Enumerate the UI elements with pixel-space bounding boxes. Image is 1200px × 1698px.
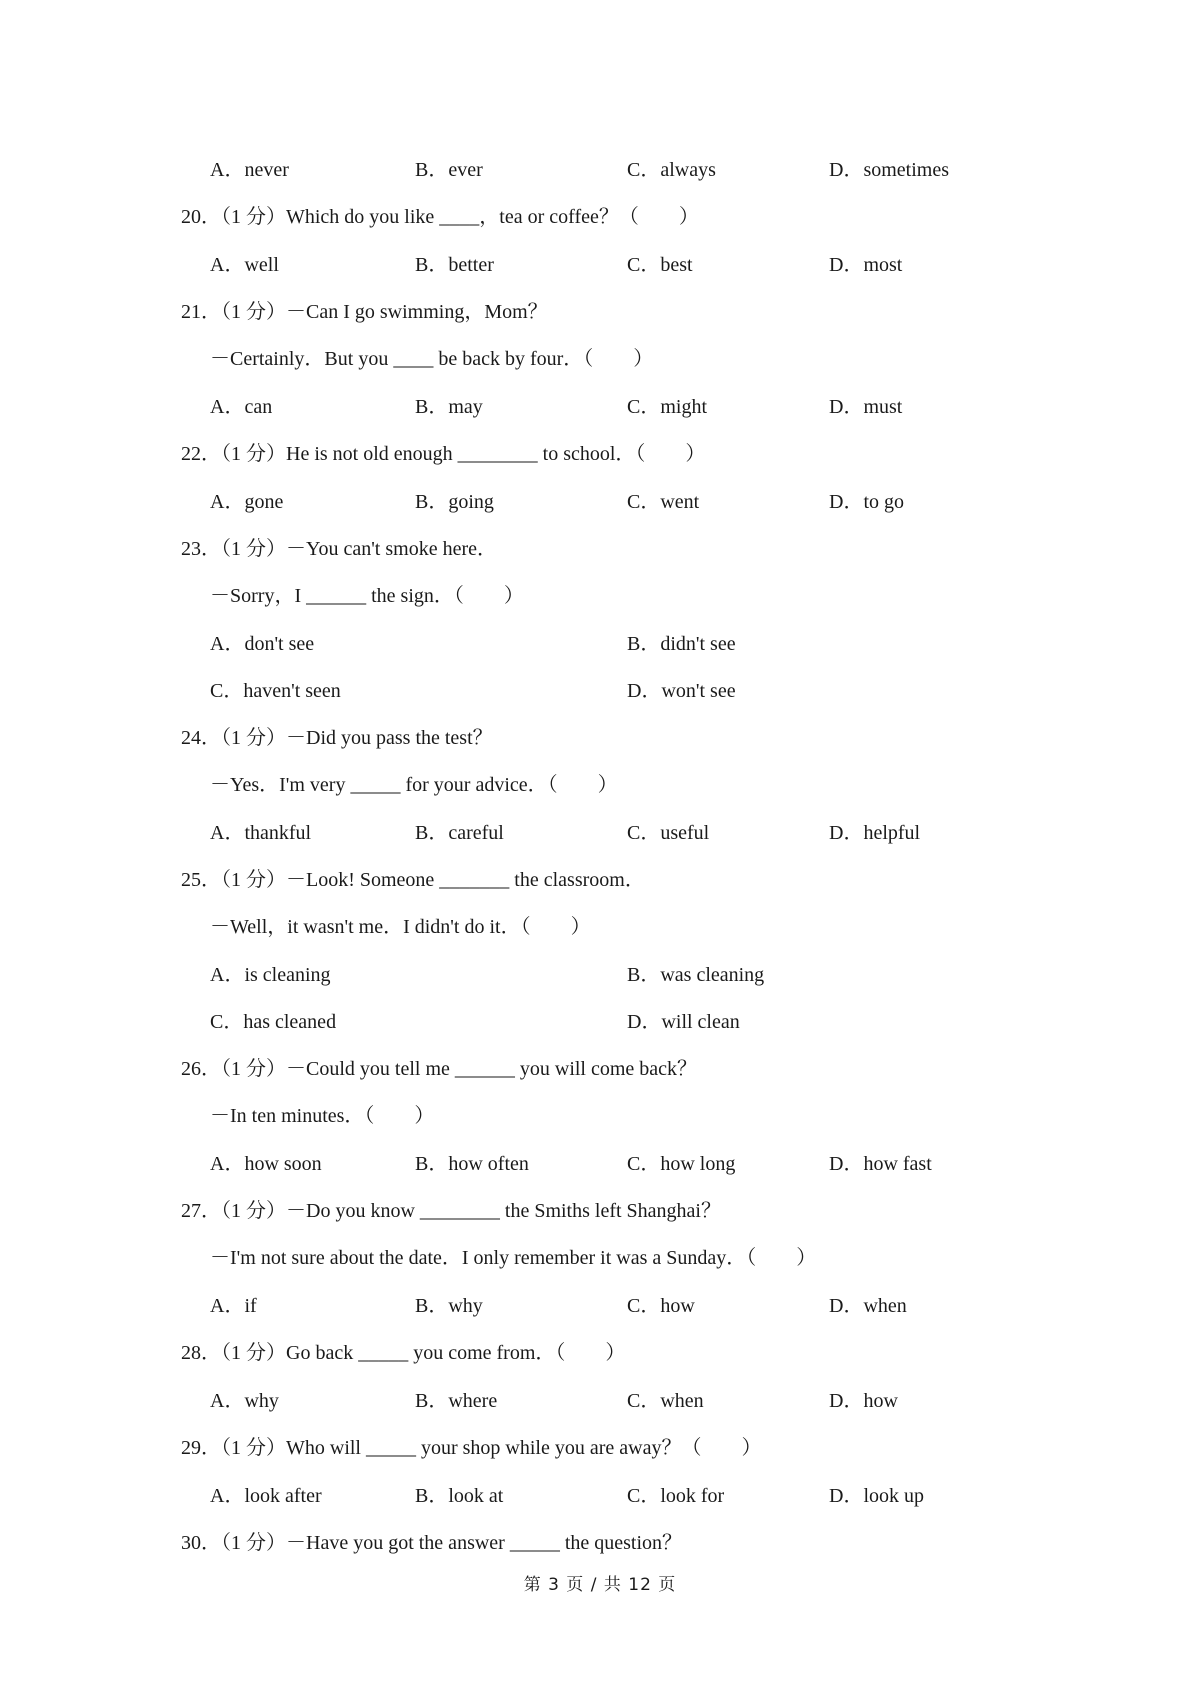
question-stem: 23．（1 分）－You can't smoke here． <box>181 538 497 560</box>
option-c: C．useful <box>627 822 710 844</box>
option-c: C．when <box>627 1390 704 1412</box>
option-b: B．was cleaning <box>627 964 765 986</box>
question-dialogue-line: －Well，it wasn't me．I didn't do it．（ ） <box>210 916 591 938</box>
option-a: A．don't see <box>210 633 315 655</box>
option-b: B．look at <box>415 1485 504 1507</box>
question-stem: 20．（1 分）Which do you like ____，tea or coffee？（ ） <box>181 206 699 228</box>
option-d: D．most <box>829 254 903 276</box>
option-a: A．how soon <box>210 1153 322 1175</box>
option-a: A．if <box>210 1295 257 1317</box>
question-stem: 21．（1 分）－Can I go swimming，Mom？ <box>181 301 548 323</box>
option-d: D．won't see <box>627 680 736 702</box>
option-d: D．must <box>829 396 903 418</box>
option-b: B．why <box>415 1295 483 1317</box>
question-stem: 25．（1 分）－Look! Someone _______ the classroom． <box>181 869 645 891</box>
question-stem: 22．（1 分）He is not old enough ________ to school．（ ） <box>181 443 706 465</box>
option-a: A．thankful <box>210 822 312 844</box>
option-c: C．best <box>627 254 693 276</box>
option-d: D．to go <box>829 491 904 513</box>
question-dialogue-line: －Certainly．But you ____ be back by four．（ ） <box>210 348 654 370</box>
option-b: B．how often <box>415 1153 529 1175</box>
page-footer: 第 3 页 / 共 12 页 <box>523 1575 677 1595</box>
question-stem: 29．（1 分）Who will _____ your shop while you are away？（ ） <box>181 1437 762 1459</box>
option-c: C．has cleaned <box>210 1011 337 1033</box>
option-d: D．how fast <box>829 1153 932 1175</box>
option-b: B．ever <box>415 159 483 181</box>
question-stem: 28．（1 分）Go back _____ you come from．（ ） <box>181 1342 626 1364</box>
option-c: C．how long <box>627 1153 736 1175</box>
option-a: A．is cleaning <box>210 964 331 986</box>
option-d: D．when <box>829 1295 907 1317</box>
question-dialogue-line: －Yes．I'm very _____ for your advice．（ ） <box>210 774 618 796</box>
option-a: A．well <box>210 254 279 276</box>
question-stem: 24．（1 分）－Did you pass the test？ <box>181 727 493 749</box>
option-a: A．never <box>210 159 289 181</box>
option-d: D．sometimes <box>829 159 949 181</box>
option-d: D．will clean <box>627 1011 740 1033</box>
question-stem: 30．（1 分）－Have you got the answer _____ the question？ <box>181 1532 683 1554</box>
option-c: C．look for <box>627 1485 725 1507</box>
question-stem: 27．（1 分）－Do you know ________ the Smiths left Shanghai？ <box>181 1200 721 1222</box>
option-c: C．went <box>627 491 700 513</box>
question-dialogue-line: －In ten minutes．（ ） <box>210 1105 435 1127</box>
option-d: D．how <box>829 1390 898 1412</box>
option-b: B．may <box>415 396 483 418</box>
option-c: C．might <box>627 396 708 418</box>
option-c: C．always <box>627 159 716 181</box>
option-d: D．look up <box>829 1485 924 1507</box>
option-b: B．careful <box>415 822 504 844</box>
option-a: A．why <box>210 1390 279 1412</box>
option-b: B．where <box>415 1390 498 1412</box>
option-a: A．gone <box>210 491 284 513</box>
option-b: B．didn't see <box>627 633 736 655</box>
option-b: B．better <box>415 254 494 276</box>
option-c: C．haven't seen <box>210 680 341 702</box>
option-d: D．helpful <box>829 822 921 844</box>
question-dialogue-line: －Sorry，I ______ the sign．（ ） <box>210 585 524 607</box>
option-c: C．how <box>627 1295 695 1317</box>
option-b: B．going <box>415 491 494 513</box>
option-a: A．can <box>210 396 273 418</box>
option-a: A．look after <box>210 1485 322 1507</box>
question-stem: 26．（1 分）－Could you tell me ______ you will come back？ <box>181 1058 698 1080</box>
question-dialogue-line: －I'm not sure about the date．I only remember it was a Sunday．（ ） <box>210 1247 817 1269</box>
